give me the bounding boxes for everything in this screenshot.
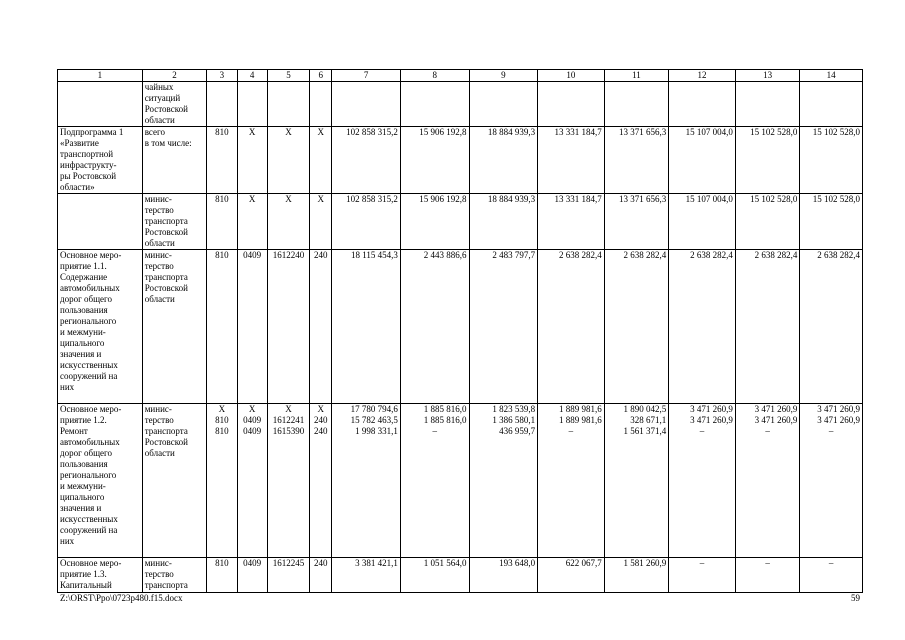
column-header: 9: [469, 70, 538, 82]
table-cell: [267, 250, 309, 404]
table-cell: [310, 404, 332, 558]
cell-line: искусственных: [60, 514, 118, 524]
table-cell: [58, 127, 143, 194]
table-cell: [669, 82, 736, 127]
table-cell: [604, 250, 669, 404]
table-cell: [267, 404, 309, 558]
cell-line: 15 102 528,0: [750, 127, 798, 137]
cell-line: 810: [215, 558, 229, 568]
cell-line: 3 381 421,1: [355, 558, 398, 568]
table-cell: [604, 194, 669, 250]
cell-line: 1615390: [272, 426, 305, 436]
table-cell: [800, 404, 863, 558]
cell-line: 810: [215, 426, 229, 436]
cell-line: транспорта: [144, 580, 188, 590]
cell-line: 1 581 260,9: [623, 558, 667, 568]
column-header: 10: [538, 70, 605, 82]
cell-line: –: [765, 426, 770, 436]
document-path: Z:\ORST\Ppo\0723p480.f15.docx: [60, 593, 183, 603]
cell-line: 240: [313, 250, 328, 260]
cell-line: Ростовской: [144, 437, 188, 447]
table-cell: [207, 250, 237, 404]
table-cell: [237, 404, 267, 558]
cell-line: 1 051 564,0: [423, 558, 467, 568]
cell-line: 1 889 981,6: [558, 404, 602, 414]
column-header: 14: [800, 70, 863, 82]
cell-line: автомобильных: [60, 283, 120, 293]
cell-line: сооружений на: [60, 371, 118, 381]
cell-line: 2 638 282,4: [754, 250, 798, 260]
cell-line: области: [144, 238, 175, 248]
page-number: 59: [851, 593, 860, 603]
column-header: 13: [735, 70, 800, 82]
table-cell: [142, 404, 207, 558]
cell-line: терство: [144, 261, 174, 271]
cell-line: ципального: [60, 338, 105, 348]
cell-line: ры Ростовской: [60, 171, 117, 181]
cell-line: регионального: [60, 470, 117, 480]
cell-line: минис-: [144, 404, 172, 414]
table-cell: [58, 250, 143, 404]
cell-line: приятие 1.1.: [60, 261, 107, 271]
table-cell: [604, 127, 669, 194]
cell-line: дорог общего: [60, 294, 112, 304]
cell-line: Х: [317, 404, 324, 414]
cell-line: терство: [144, 415, 174, 425]
table-cell: [538, 127, 605, 194]
table-cell: [142, 127, 207, 194]
cell-line: всего: [144, 127, 165, 137]
cell-line: 2 638 282,4: [558, 250, 602, 260]
table-cell: [207, 82, 237, 127]
cell-line: Ростовской: [144, 104, 188, 114]
cell-line: –: [765, 558, 770, 568]
cell-line: 13 371 656,3: [618, 194, 667, 204]
table-cell: [207, 127, 237, 194]
cell-line: 0409: [243, 426, 262, 436]
table-cell: [400, 82, 469, 127]
table-cell: [207, 194, 237, 250]
cell-line: 1 885 816,0: [423, 404, 467, 414]
cell-line: Капитальный: [60, 580, 112, 590]
cell-line: ципального: [60, 492, 105, 502]
table-cell: [267, 194, 309, 250]
column-header: 2: [142, 70, 207, 82]
table-cell: [332, 558, 401, 593]
table-cell: [735, 127, 800, 194]
cell-line: Х: [285, 194, 292, 204]
cell-line: Х: [317, 127, 324, 137]
cell-line: 240: [313, 415, 328, 425]
cell-line: 2 638 282,4: [690, 250, 733, 260]
cell-line: Х: [285, 127, 292, 137]
table-cell: [332, 194, 401, 250]
cell-line: ситуаций: [144, 93, 181, 103]
table-row: [58, 404, 863, 558]
cell-line: –: [699, 558, 705, 568]
table-cell: [538, 250, 605, 404]
table-cell: [310, 558, 332, 593]
cell-line: 3 471 260,9: [817, 415, 860, 425]
table-row: [58, 194, 863, 250]
table-cell: [237, 127, 267, 194]
column-header: 6: [310, 70, 332, 82]
cell-line: Ростовской: [144, 227, 188, 237]
table-cell: [332, 127, 401, 194]
cell-line: пользования: [60, 305, 108, 315]
table-cell: [604, 558, 669, 593]
table-cell: [142, 250, 207, 404]
cell-line: транспортной: [60, 149, 114, 159]
cell-line: Основное меро-: [60, 250, 122, 260]
budget-table: [57, 69, 863, 593]
cell-line: инфраструкту-: [60, 160, 117, 170]
table-cell: [237, 250, 267, 404]
cell-line: 2 443 886,6: [423, 250, 467, 260]
cell-line: значения и: [60, 503, 102, 513]
cell-line: 1612241: [272, 415, 305, 425]
cell-line: 622 067,7: [565, 558, 602, 568]
table-cell: [310, 194, 332, 250]
cell-line: –: [568, 426, 574, 436]
table-cell: [237, 82, 267, 127]
cell-line: них: [60, 536, 75, 546]
table-cell: [469, 404, 538, 558]
cell-line: 240: [313, 426, 328, 436]
cell-line: 240: [313, 558, 328, 568]
cell-line: области: [144, 294, 175, 304]
table-cell: [400, 127, 469, 194]
cell-line: Х: [317, 194, 324, 204]
cell-line: 1 823 539,8: [492, 404, 536, 414]
table-cell: [142, 82, 207, 127]
table-row: [58, 127, 863, 194]
cell-line: Основное меро-: [60, 404, 122, 414]
cell-line: 15 107 004,0: [685, 194, 733, 204]
table-cell: [538, 558, 605, 593]
table-row: [58, 250, 863, 404]
column-header: 1: [58, 70, 143, 82]
table-cell: [800, 250, 863, 404]
table-cell: [669, 127, 736, 194]
table-cell: [310, 127, 332, 194]
cell-line: терство: [144, 205, 174, 215]
table-cell: [332, 82, 401, 127]
cell-line: 1 885 816,0: [423, 415, 467, 425]
table-cell: [267, 558, 309, 593]
cell-line: области: [144, 448, 175, 458]
table-header-row: [58, 70, 863, 82]
cell-line: 15 906 192,8: [419, 194, 467, 204]
cell-line: 15 782 463,5: [350, 415, 398, 425]
table-cell: [58, 404, 143, 558]
cell-line: Х: [248, 127, 256, 137]
table-cell: [310, 82, 332, 127]
table-row: [58, 82, 863, 127]
column-header: 4: [237, 70, 267, 82]
cell-line: 810: [215, 250, 229, 260]
table-cell: [237, 194, 267, 250]
cell-line: 18 115 454,3: [351, 250, 398, 260]
cell-line: 193 648,0: [499, 558, 536, 568]
table-row: [58, 558, 863, 593]
cell-line: чайных: [144, 82, 174, 92]
cell-line: 2 638 282,4: [623, 250, 667, 260]
table-cell: [469, 250, 538, 404]
cell-line: 3 471 260,9: [754, 404, 798, 414]
table-cell: [800, 127, 863, 194]
table-cell: [735, 558, 800, 593]
cell-line: и межмуни-: [60, 481, 106, 491]
cell-line: Х: [248, 404, 256, 414]
cell-line: них: [60, 382, 75, 392]
cell-line: 15 906 192,8: [419, 127, 467, 137]
column-header: 12: [669, 70, 736, 82]
table-cell: [469, 127, 538, 194]
cell-line: Х: [285, 404, 292, 414]
table-cell: [310, 250, 332, 404]
cell-line: 18 884 939,3: [487, 194, 536, 204]
table-cell: [538, 194, 605, 250]
table-cell: [58, 82, 143, 127]
table-cell: [58, 558, 143, 593]
cell-line: искусственных: [60, 360, 118, 370]
cell-line: 13 331 184,7: [554, 194, 602, 204]
cell-line: –: [432, 426, 437, 436]
table-cell: [735, 250, 800, 404]
cell-line: 1612245: [272, 558, 305, 568]
cell-line: 0409: [243, 250, 262, 260]
table-cell: [538, 404, 605, 558]
cell-line: 13 371 656,3: [618, 127, 667, 137]
cell-line: 1 561 371,4: [623, 426, 667, 436]
table-cell: [469, 558, 538, 593]
cell-line: 3 471 260,9: [690, 415, 733, 425]
cell-line: 2 638 282,4: [817, 250, 860, 260]
cell-line: 15 102 528,0: [750, 194, 798, 204]
cell-line: 18 884 939,3: [487, 127, 536, 137]
cell-line: 810: [215, 415, 229, 425]
cell-line: области»: [60, 182, 95, 192]
table-cell: [469, 82, 538, 127]
cell-line: 0409: [243, 558, 262, 568]
cell-line: Х: [218, 404, 226, 414]
cell-line: 15 107 004,0: [685, 127, 733, 137]
table-cell: [538, 82, 605, 127]
table-cell: [669, 558, 736, 593]
table-cell: [735, 404, 800, 558]
table-cell: [142, 558, 207, 593]
cell-line: 2 483 797,7: [492, 250, 536, 260]
column-header: 5: [267, 70, 309, 82]
table-cell: [469, 194, 538, 250]
cell-line: 3 471 260,9: [690, 404, 733, 414]
cell-line: регионального: [60, 316, 117, 326]
cell-line: транспорта: [144, 426, 188, 436]
table-cell: [669, 404, 736, 558]
cell-line: и межмуни-: [60, 327, 106, 337]
table-cell: [332, 404, 401, 558]
table-cell: [669, 194, 736, 250]
table-cell: [267, 127, 309, 194]
column-header: 8: [400, 70, 469, 82]
cell-line: Ростовской: [144, 283, 188, 293]
cell-line: 3 471 260,9: [817, 404, 860, 414]
cell-line: Х: [248, 194, 256, 204]
cell-line: Ремонт: [60, 426, 88, 436]
table-cell: [400, 404, 469, 558]
cell-line: 15 102 528,0: [812, 194, 860, 204]
cell-line: Основное меро-: [60, 558, 122, 568]
cell-line: 1 889 981,6: [558, 415, 602, 425]
column-header: 11: [604, 70, 669, 82]
cell-line: –: [828, 426, 834, 436]
column-header: 7: [332, 70, 401, 82]
table-cell: [267, 82, 309, 127]
table-cell: [604, 82, 669, 127]
cell-line: автомобильных: [60, 437, 120, 447]
cell-line: 102 858 315,2: [346, 127, 398, 137]
table-cell: [800, 558, 863, 593]
table-cell: [207, 558, 237, 593]
table-cell: [800, 194, 863, 250]
cell-line: пользования: [60, 459, 108, 469]
cell-line: 1 386 580,1: [492, 415, 536, 425]
column-header: 3: [207, 70, 237, 82]
table-cell: [237, 558, 267, 593]
cell-line: 328 671,1: [630, 415, 667, 425]
cell-line: «Развитие: [60, 138, 99, 148]
cell-line: сооружений на: [60, 525, 118, 535]
cell-line: 17 780 794,6: [350, 404, 398, 414]
cell-line: 1 998 331,1: [355, 426, 398, 436]
table-cell: [604, 404, 669, 558]
table-cell: [735, 194, 800, 250]
table-cell: [735, 82, 800, 127]
table-cell: [400, 250, 469, 404]
cell-line: –: [828, 558, 834, 568]
cell-line: –: [699, 426, 705, 436]
cell-line: Содержание: [60, 272, 108, 282]
table-cell: [332, 250, 401, 404]
table-cell: [669, 250, 736, 404]
cell-line: 15 102 528,0: [812, 127, 860, 137]
cell-line: приятие 1.3.: [60, 569, 107, 579]
cell-line: приятие 1.2.: [60, 415, 107, 425]
cell-line: минис-: [144, 194, 172, 204]
cell-line: 1 890 042,5: [623, 404, 667, 414]
cell-line: 436 959,7: [499, 426, 536, 436]
cell-line: терство: [144, 569, 174, 579]
table-cell: [142, 194, 207, 250]
table-cell: [800, 82, 863, 127]
cell-line: транспорта: [144, 272, 188, 282]
cell-line: минис-: [144, 250, 172, 260]
cell-line: 810: [215, 194, 229, 204]
cell-line: транспорта: [144, 216, 188, 226]
cell-line: в том числе:: [144, 138, 192, 148]
table-cell: [400, 558, 469, 593]
cell-line: 1612240: [272, 250, 305, 260]
table-cell: [58, 194, 143, 250]
cell-line: области: [144, 115, 175, 125]
cell-line: 0409: [243, 415, 262, 425]
cell-line: Подпрограмма 1: [60, 127, 124, 137]
cell-line: значения и: [60, 349, 102, 359]
cell-line: 810: [215, 127, 229, 137]
cell-line: 102 858 315,2: [346, 194, 398, 204]
cell-line: дорог общего: [60, 448, 112, 458]
cell-line: 13 331 184,7: [554, 127, 602, 137]
table-cell: [400, 194, 469, 250]
table-cell: [207, 404, 237, 558]
cell-line: 3 471 260,9: [754, 415, 798, 425]
cell-line: минис-: [144, 558, 172, 568]
